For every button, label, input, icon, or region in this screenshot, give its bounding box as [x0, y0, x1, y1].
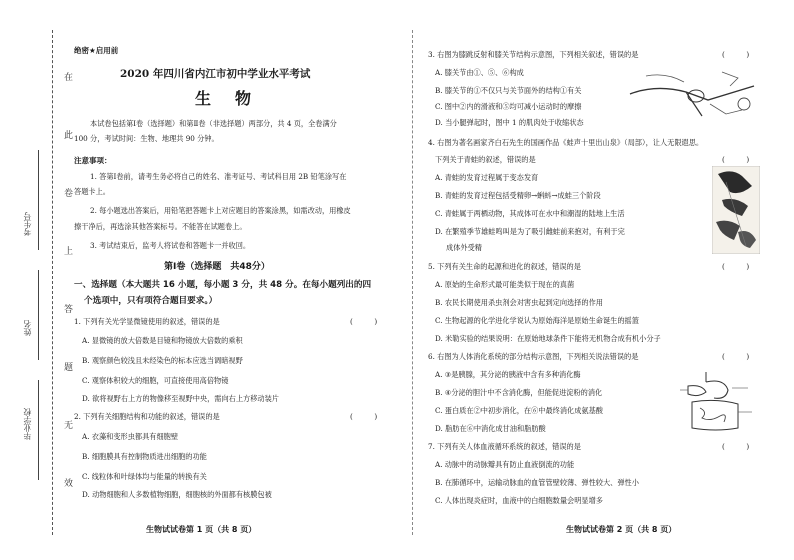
answer-paren: ( ) [722, 442, 750, 451]
margin-char: 上 [64, 247, 74, 257]
option-d: D. 当小腿弹起时，图中 1 的肌肉处于收缩状态 [435, 118, 584, 127]
answer-paren: ( ) [350, 412, 378, 421]
notice-line: 答题卡上。 [74, 187, 110, 196]
margin-char: 在 [64, 73, 74, 83]
notice-line: 2. 每小题选出答案后，用铅笔把答题卡上对应题目的答案涂黑，如需改动，用橡皮 [90, 206, 351, 215]
question-stem: 2. 下列有关细胞结构和功能的叙述，错误的是 [74, 412, 220, 421]
option-d-continued: 成体外受精 [446, 243, 482, 252]
option-a: A. ③是胰腺，其分泌的胰液中含有多种消化酶 [435, 370, 581, 379]
page-divider [412, 30, 414, 535]
notice-line: 1. 答第Ⅰ卷前，请考生务必将自己的姓名、准考证号、考试科目用 2B 铅笔涂写在 [90, 172, 347, 181]
digestive-system-figure [676, 368, 756, 438]
option-d: D. 米勒实验的结果说明：在原始地球条件下能将无机物合成有机小分子 [435, 334, 661, 343]
option-d: D. 脂肪在⑥中消化成甘油和脂肪酸 [435, 424, 546, 433]
question-stem: 5. 下列有关生命的起源和进化的叙述，错误的是 [428, 262, 581, 271]
section-heading: 一、选择题（本大题共 16 小题，每小题 3 分，共 48 分。在每小题列出的四 [74, 280, 372, 290]
option-b: B. 细胞膜具有控制物质进出细胞的功能 [82, 452, 207, 461]
page-footer: 生物试试卷第 1 页（共 8 页） [146, 525, 257, 534]
margin-char: 此 [64, 131, 74, 141]
option-c: C. 青蛙属于两栖动物，其成体可在水中和潮湿的陆地上生活 [435, 209, 625, 218]
option-a: A. 膝关节由①、⑤、⑥构成 [435, 68, 524, 77]
option-d: D. 动物细胞和人多数植物细胞，细胞核的外面都有核膜包被 [82, 490, 272, 499]
option-d: D. 在繁殖季节雄蛙鸣叫是为了吸引雌蛙前来抱对，有利于完 [435, 227, 625, 236]
margin-label-name: 姓名 [23, 320, 32, 336]
option-b: B. 青蛙的发育过程包括受精卵→蝌蚪→成蛙三个阶段 [435, 191, 601, 200]
option-a: A. 动脉中的动脉瓣具有防止血液倒流的功能 [435, 460, 575, 469]
option-c: C. 蛋白质在②中初步消化，在⑥中最终消化成氨基酸 [435, 406, 603, 415]
option-b: B. ④分泌的胆汁中不含消化酶，但能促进淀粉的消化 [435, 388, 603, 397]
margin-blank-line [38, 270, 39, 360]
question-stem: 6. 右图为人体消化系统的部分结构示意图，下列相关说法错误的是 [428, 352, 639, 361]
margin-blank-line [38, 150, 39, 250]
question-stem: 7. 下列有关人体血液循环系统的叙述，错误的是 [428, 442, 581, 451]
margin-label-exam-number: 考生号 [23, 212, 32, 236]
margin-char: 题 [64, 363, 74, 373]
confidential-mark: 绝密★启用前 [74, 46, 119, 55]
margin-char: 无 [64, 421, 74, 431]
margin-blank-line [38, 380, 39, 480]
notice-title: 注意事项： [74, 156, 112, 165]
notice-line: 3. 考试结束后，监考人将试卷和答题卡一并收回。 [90, 241, 251, 250]
frog-painting-figure [712, 166, 760, 254]
option-d: D. 欲将视野右上方的物像移至视野中央，需向右上方移动装片 [82, 394, 279, 403]
intro-line: 100 分，考试时间：生物、地理共 90 分钟。 [74, 134, 219, 143]
answer-paren: ( ) [722, 352, 750, 361]
option-a: A. 衣藻和变形虫都具有细胞壁 [82, 432, 179, 441]
option-c: C. 人体出现炎症时，血液中的白细胞数量会明显增多 [435, 496, 603, 505]
binding-dashed-line [52, 30, 53, 535]
margin-char: 卷 [64, 189, 74, 199]
subject-title: 生 物 [195, 89, 256, 108]
margin-char: 答 [64, 305, 74, 315]
option-b: B. 在肺循环中，运输动脉血的血管管壁较薄、弹性较大、弹性小 [435, 478, 639, 487]
part-title: 第Ⅰ卷（选择题 共48分） [164, 262, 270, 272]
exam-title: 2020 年四川省内江市初中学业水平考试 [120, 68, 311, 80]
question-stem: 4. 右图为著名画家齐白石先生的国画作品《蛙声十里出山泉》（局部），让人无限遐思。 [428, 138, 704, 147]
answer-paren: ( ) [350, 317, 378, 326]
question-stem: 下列关于青蛙的叙述，错误的是 [435, 155, 536, 164]
page-footer: 生物试试卷第 2 页（共 8 页） [566, 525, 677, 534]
option-c: C. 线粒体和叶绿体均与能量的转换有关 [82, 472, 207, 481]
option-b: B. 膝关节的①不仅只与关节面外的结构①有关 [435, 86, 582, 95]
knee-reflex-figure [626, 64, 766, 124]
intro-line: 本试卷包括第Ⅰ卷（选择题）和第Ⅱ卷（非选择题）两部分，共 4 页，全卷满分 [90, 119, 337, 128]
option-a: A. 显微镜的放大倍数是目镜和物镜放大倍数的乘积 [82, 336, 243, 345]
option-a: A. 原始的生命形式最可能类似于现在的真菌 [435, 280, 575, 289]
section-heading: 个选项中，只有项符合题目要求。） [84, 296, 218, 306]
option-c: C. 观察体积较大的细胞，可直接使用高倍物镜 [82, 376, 229, 385]
option-b: B. 农民长期使用杀虫剂会对害虫起到定向选择的作用 [435, 298, 603, 307]
notice-line: 擦干净后，再选涂其他答案标号。不能答在试题卷上。 [74, 222, 247, 231]
option-c: C. 图中②内的滑液和⑤均可减小运动时的摩擦 [435, 102, 582, 111]
option-c: C. 生物起源的化学进化学说认为原始海洋是原始生命诞生的摇篮 [435, 316, 639, 325]
answer-paren: ( ) [722, 262, 750, 271]
option-b: B. 观察颜色较浅且未经染色的标本应选当调暗视野 [82, 356, 243, 365]
question-stem: 1. 下列有关光学显微镜使用的叙述，错误的是 [74, 317, 220, 326]
margin-char: 效 [64, 479, 74, 489]
option-a: A. 青蛙的发育过程属于变态发育 [435, 173, 539, 182]
answer-paren: ( ) [722, 50, 750, 59]
answer-paren: ( ) [722, 155, 750, 164]
question-stem: 3. 右图为膝跳反射和膝关节结构示意图，下列相关叙述，错误的是 [428, 50, 639, 59]
margin-label-school: 毕业学校 [23, 408, 32, 440]
